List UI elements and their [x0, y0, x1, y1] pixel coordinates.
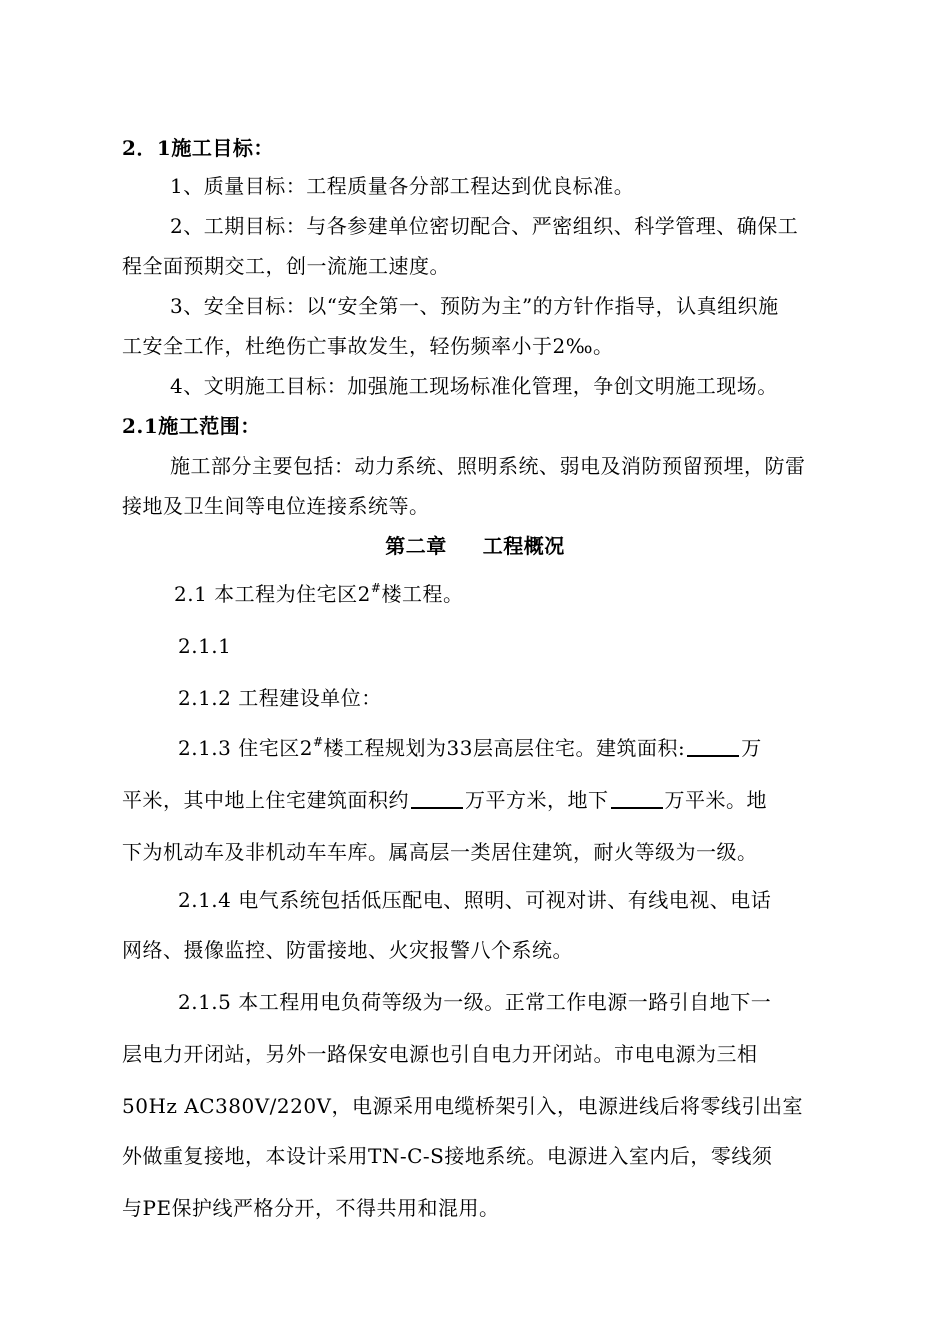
goal-safety-line1: 3、安全目标：以“安全第一、预防为主”的方针作指导，认真组织施 — [170, 294, 779, 318]
overview-2-1-3-l2-c: 万平米。地 — [664, 788, 767, 812]
overview-2-1-2: 2.1.2 工程建设单位： — [178, 686, 382, 710]
chapter-name: 工程概况 — [482, 534, 565, 558]
goal-civilized: 4、文明施工目标：加强施工现场标准化管理，争创文明施工现场。 — [170, 374, 778, 398]
overview-2-1-1: 2.1.1 — [178, 634, 232, 658]
scope-heading: 2.1施工范围： — [122, 414, 261, 438]
overview-2-1-3-text-a: 2.1.3 住宅区2 — [178, 736, 313, 760]
overview-2-1 — [174, 580, 463, 608]
goal-schedule-line1: 2、工期目标：与各参建单位密切配合、严密组织、科学管理、确保工 — [170, 214, 799, 238]
overview-2-1-3-line1 — [178, 734, 762, 762]
blank-above-ground-area — [411, 787, 463, 809]
overview-2-1-5-line1: 2.1.5 本工程用电负荷等级为一级。正常工作电源一路引自地下一 — [178, 990, 772, 1014]
scope-line2: 接地及卫生间等电位连接系统等。 — [122, 494, 430, 518]
overview-2-1-3-line3: 下为机动车及非机动车车库。属高层一类居住建筑，耐火等级为一级。 — [122, 840, 758, 864]
overview-2-1-text-a: 2.1 本工程为住宅区2 — [174, 582, 371, 606]
chapter-title — [0, 532, 950, 560]
overview-2-1-5-line4: 外做重复接地，本设计采用TN-C-S接地系统。电源进入室内后，零线须 — [122, 1144, 773, 1168]
goal-quality: 1、质量目标：工程质量各分部工程达到优良标准。 — [170, 174, 635, 198]
goals-heading: 2．1施工目标： — [122, 136, 274, 160]
overview-2-1-3-line2 — [122, 786, 767, 814]
scope-line1: 施工部分主要包括：动力系统、照明系统、弱电及消防预留预埋，防雷 — [170, 454, 806, 478]
overview-2-1-3-sup: # — [312, 735, 324, 749]
overview-2-1-4-line1: 2.1.4 电气系统包括低压配电、照明、可视对讲、有线电视、电话 — [178, 888, 772, 912]
blank-total-area — [687, 735, 739, 757]
overview-2-1-3-l2-b: 万平方米，地下 — [465, 788, 609, 812]
goal-schedule-line2: 程全面预期交工，创一流施工速度。 — [122, 254, 450, 278]
overview-2-1-4-line2: 网络、摄像监控、防雷接地、火灾报警八个系统。 — [122, 938, 573, 962]
overview-2-1-5-line3: 50Hz AC380V/220V，电源采用电缆桥架引入，电源进线后将零线引出室 — [122, 1094, 804, 1118]
overview-2-1-5-line5: 与PE保护线严格分开，不得共用和混用。 — [122, 1196, 500, 1220]
overview-2-1-sup: # — [370, 581, 382, 595]
overview-2-1-3-l2-a: 平米，其中地上住宅建筑面积约 — [122, 788, 409, 812]
overview-2-1-3-text-b: 楼工程规划为33层高层住宅。建筑面积: — [323, 736, 686, 760]
overview-2-1-text-b: 楼工程。 — [381, 582, 464, 606]
goal-safety-line2: 工安全工作，杜绝伤亡事故发生，轻伤频率小于2‰。 — [122, 334, 614, 358]
overview-2-1-5-line2: 层电力开闭站，另外一路保安电源也引自电力开闭站。市电电源为三相 — [122, 1042, 758, 1066]
overview-2-1-3-text-c: 万 — [741, 736, 762, 760]
blank-underground-area — [611, 787, 663, 809]
chapter-number: 第二章 — [385, 534, 447, 558]
